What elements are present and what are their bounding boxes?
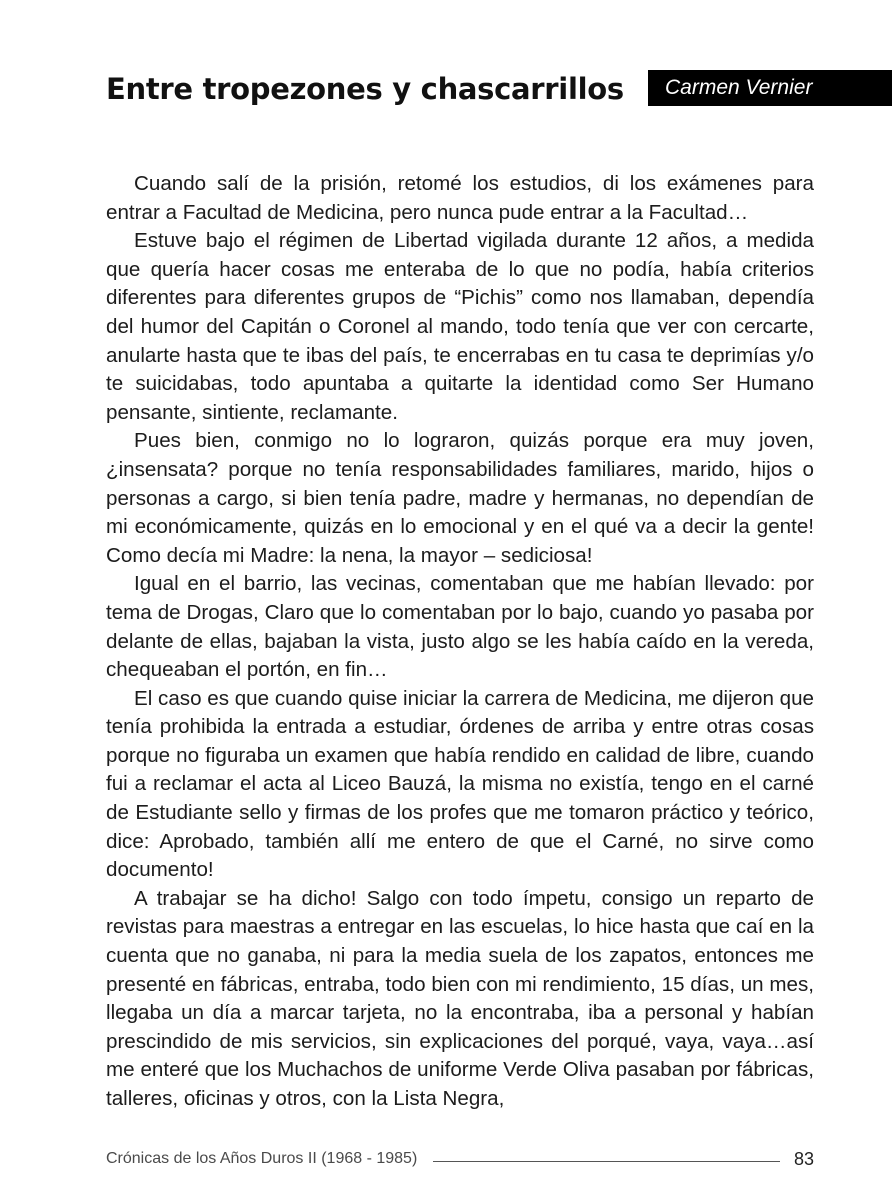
- chapter-body: [106, 170, 814, 1114]
- page-footer: [106, 1147, 814, 1171]
- paragraph: El caso es que cuando quise iniciar la carrera de Medicina, me dijeron que tenía prohibida la entrada a estudiar, órdenes de arriba y entre otras cosas porque no figuraba un examen que había rendido en calidad de libre, cuando fui a reclamar el acta al Liceo Bauzá, la misma no existía, tengo en el carné de Estudiante sello y firmas de los profes que me tomaron práctico y teórico, dice: Aprobado, también allí me entero de que el Carné, no sirve como documento!: [106, 686, 814, 882]
- paragraph: Estuve bajo el régimen de Libertad vigilada durante 12 años, a medida que quería hacer cosas me enteraba de lo que no podía, había criterios diferentes para diferentes grupos de “Pichis” como nos llamaban, dependía del humor del Capitán o Coronel al mando, todo tenía que ver con cercarte, anularte hasta que te ibas del país, te encerrabas en tu casa te deprimías y/o te suicidabas, todo apuntaba a quitarte la identidad como Ser Humano pensante, sintiente, reclamante.: [106, 229, 814, 424]
- page-number: 83: [793, 1148, 814, 1169]
- author-name: Carmen Vernier: [665, 76, 813, 99]
- running-footer-title: Crónicas de los Años Duros II (1968 - 1985): [106, 1150, 418, 1167]
- paragraph: Igual en el barrio, las vecinas, comentaban que me habían llevado: por tema de Drogas, Claro que lo comentaban por lo bajo, cuando yo pasaba por delante de ellas, bajaban la vista, justo algo se les había caído en la vereda, chequeaban el portón, en fin…: [106, 572, 814, 682]
- author-banner: [648, 70, 892, 106]
- footer-divider: [433, 1161, 780, 1162]
- paragraph: A trabajar se ha dicho! Salgo con todo ímpetu, consigo un reparto de revistas para maestras a entregar en las escuelas, lo hice hasta que caí en la cuenta que no ganaba, ni para la media suela de los zapatos, entonces me presenté en fábricas, entraba, todo bien con mi rendimiento, 15 días, un mes, llegaba un día a marcar tarjeta, no la encontraba, iba a personal y habían prescindido de mis servicios, sin explicaciones del porqué, vaya, vaya…así me enteré que los Muchachos de uniforme Verde Oliva pasaban por fábricas, talleres, oficinas y otros, con la Lista Negra,: [106, 886, 814, 1110]
- paragraph: Pues bien, conmigo no lo lograron, quizás porque era muy joven, ¿insensata? porque no tenía responsabilidades familiares, marido, hijos o personas a cargo, si bien tenía padre, madre y hermanas, no dependían de mi económicamente, quizás en lo emocional y en el qué va a decir la gente! Como decía mi Madre: la nena, la mayor – sediciosa!: [106, 429, 814, 567]
- chapter-title: Entre tropezones y chascarrillos: [106, 72, 624, 106]
- paragraph: Cuando salí de la prisión, retomé los estudios, di los exámenes para entrar a Facultad de Medicina, pero nunca pude entrar a la Facultad…: [106, 172, 814, 224]
